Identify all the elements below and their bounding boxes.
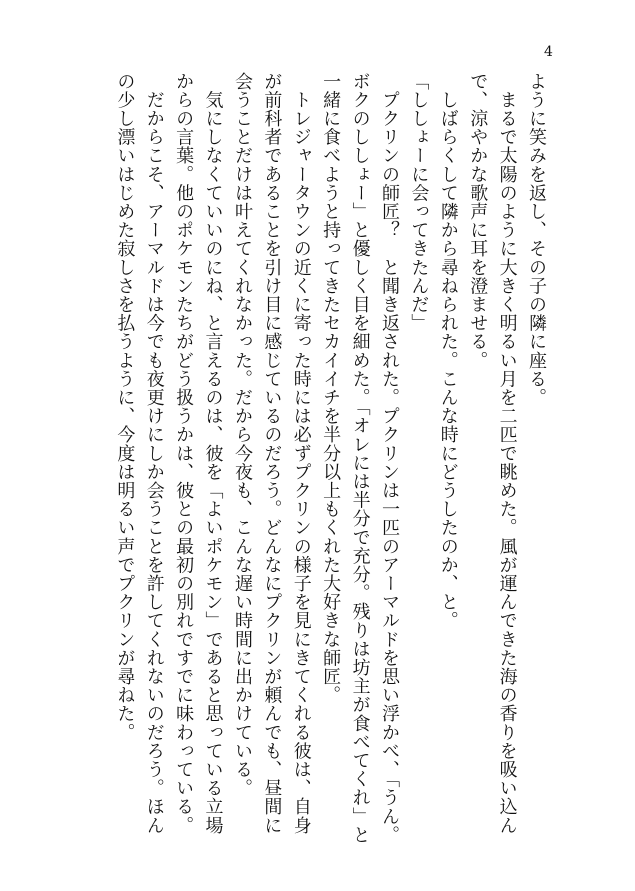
vertical-text-body [110, 72, 551, 852]
text-line: が前科者であることを引け目に感じているのだろう。どんなにプクリンが頼んでも、昼間に [261, 72, 283, 835]
text-line: 会うことだけは叶えてくれなかった。だから今夜も、こんな遅い時間に出かけている。 [231, 72, 253, 798]
text-line: しばらくして隣から尋ねられた。こんな時にどうしたのか、と。 [437, 72, 459, 630]
text-line: だからこそ、アーマルドは今でも夜更けにしか会うことを許してくれないのだろう。ほん [143, 72, 165, 835]
text-line: プクリンの師匠？ と聞き返された。プクリンは一匹のアーマルドを思い浮かべ、「うん。 [378, 72, 400, 845]
text-line: まるで太陽のように大きく明るい月を二匹で眺めた。風が運んできた海の香りを吸い込ん [496, 72, 518, 835]
text-line: で、涼やかな歌声に耳を澄ませる。 [467, 72, 489, 370]
text-line: 一緒に食べようと持ってきたセカイイチを半分以上もくれた大好きな師匠。 [320, 72, 342, 705]
text-line: からの言葉。他のポケモンたちがどう扱うかは、彼との最初の別れですでに味わっている。 [173, 72, 195, 835]
text-line: ボクのししょー」と優しく目を細めた。「オレには半分で充分。残りは坊主が食べてくれ」と [349, 72, 371, 845]
text-line: の少し漂いはじめた寂しさを払うように、今度は明るい声でプクリンが尋ねた。 [114, 72, 136, 742]
text-line: 気にしなくていいのにね、と言えるのは、彼を「よいポケモン」であると思っている立場 [202, 72, 224, 835]
text-line: 「ししょーに会ってきたんだ」 [408, 72, 430, 333]
page-number: 4 [544, 44, 553, 60]
text-line: ように笑みを返し、その子の隣に座る。 [526, 72, 547, 407]
text-line: トレジャータウンの近くに寄った時には必ずプクリンの様子を見にきてくれる彼は、自身 [290, 72, 312, 835]
